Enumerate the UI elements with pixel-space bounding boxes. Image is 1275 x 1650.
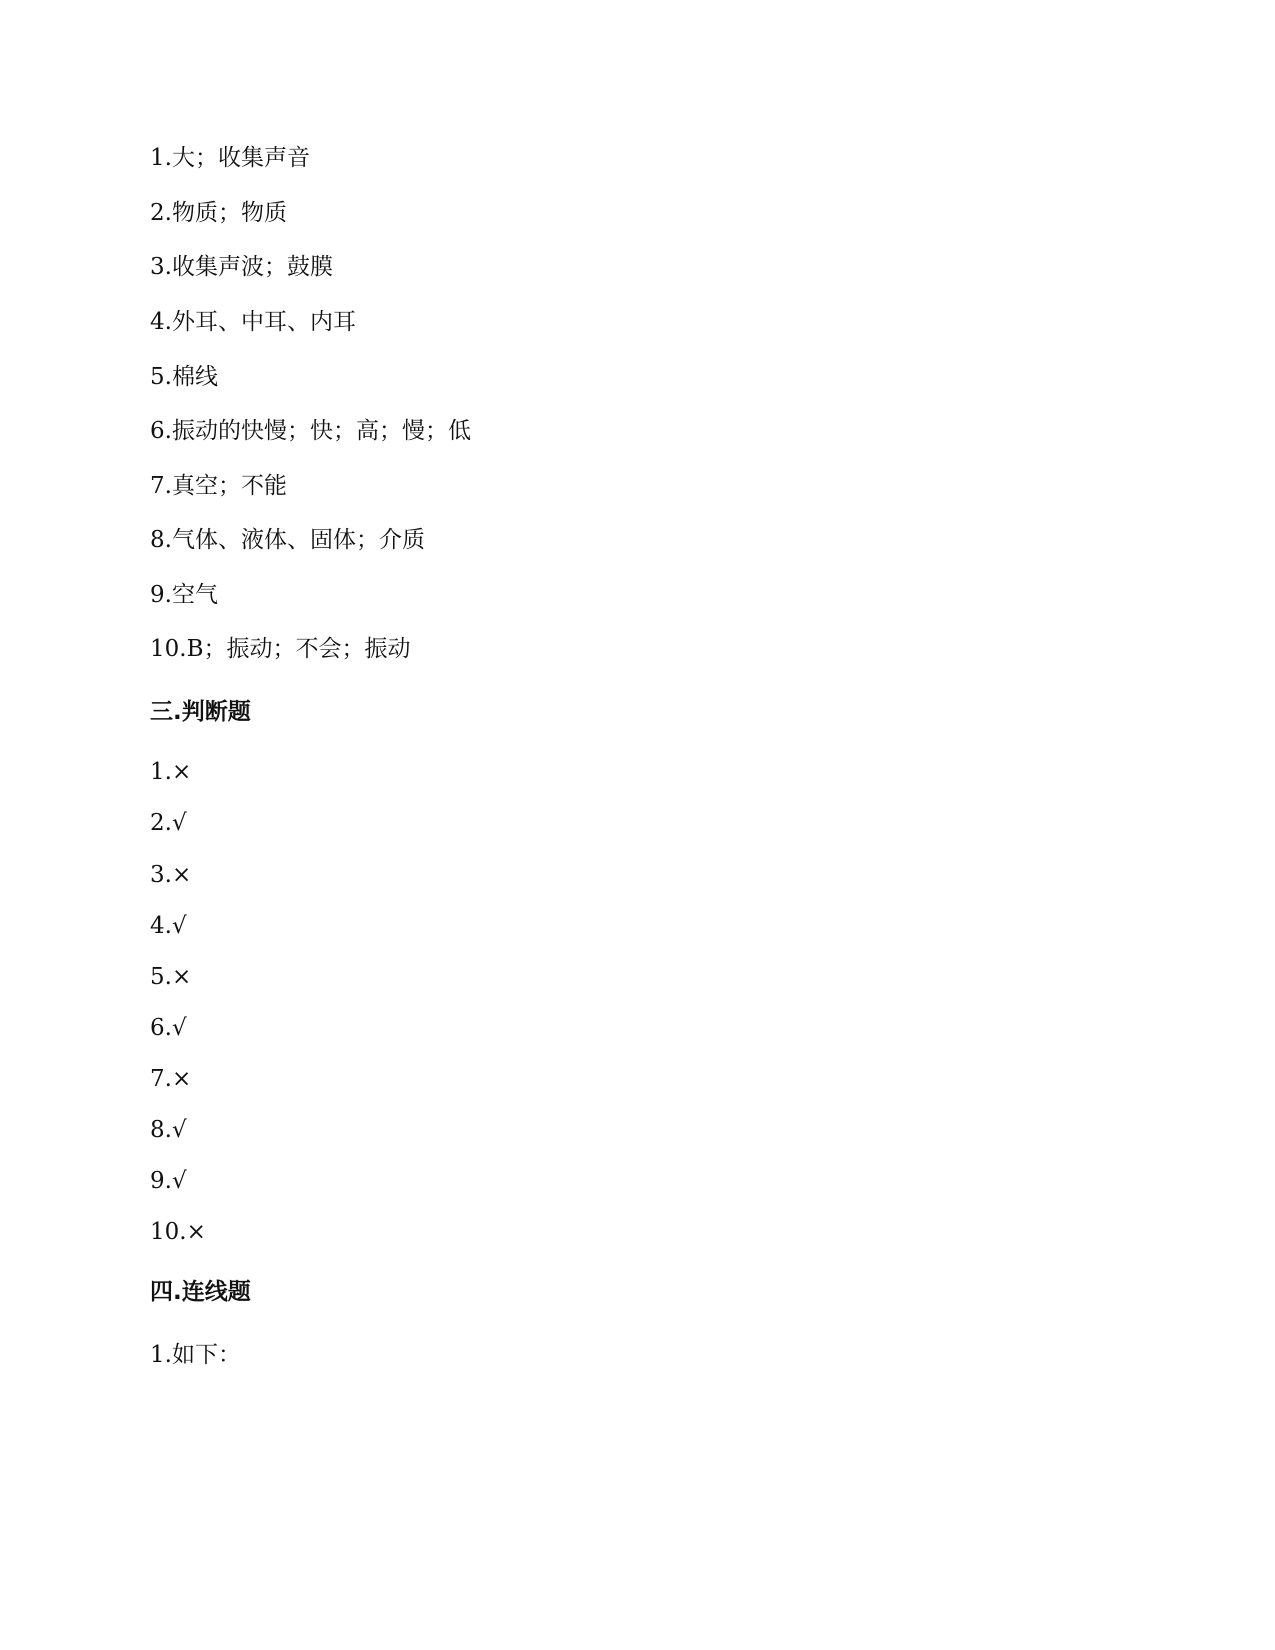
judgment-answer-4: 4.√: [150, 913, 187, 939]
fill-answer-6: 6.振动的快慢；快；高；慢；低: [150, 418, 471, 444]
fill-answer-3: 3.收集声波；鼓膜: [150, 254, 333, 280]
section-heading-matching: 四.连线题: [150, 1279, 251, 1305]
fill-answer-9: 9.空气: [150, 582, 218, 608]
judgment-answer-8: 8.√: [150, 1117, 187, 1143]
fill-answer-5: 5.棉线: [150, 364, 218, 390]
section-heading-judgment: 三.判断题: [150, 699, 251, 725]
matching-answer-1: 1.如下：: [150, 1342, 241, 1368]
judgment-answer-3: 3.×: [150, 862, 192, 888]
judgment-answer-2: 2.√: [150, 810, 187, 836]
fill-answer-2: 2.物质；物质: [150, 200, 287, 226]
fill-answer-7: 7.真空；不能: [150, 473, 287, 499]
fill-answer-4: 4.外耳、中耳、内耳: [150, 309, 356, 335]
judgment-answer-9: 9.√: [150, 1168, 187, 1194]
judgment-answer-10: 10.×: [150, 1219, 206, 1245]
fill-answer-8: 8.气体、液体、固体；介质: [150, 527, 425, 553]
judgment-answer-5: 5.×: [150, 964, 192, 990]
fill-answer-1: 1.大；收集声音: [150, 145, 310, 171]
judgment-answer-1: 1.×: [150, 759, 192, 785]
judgment-answer-6: 6.√: [150, 1015, 187, 1041]
judgment-answer-7: 7.×: [150, 1066, 192, 1092]
fill-answer-10: 10.B；振动；不会；振动: [150, 636, 411, 662]
